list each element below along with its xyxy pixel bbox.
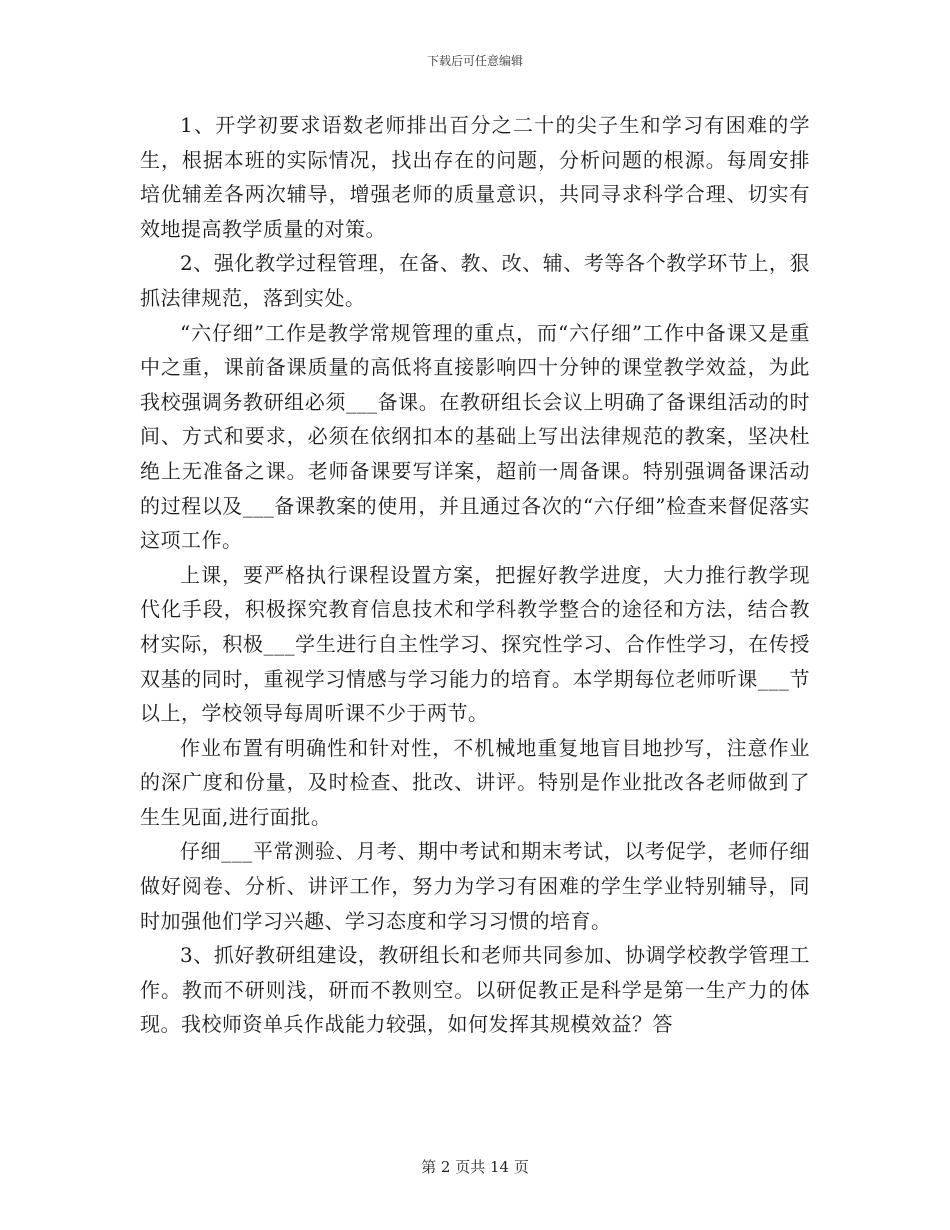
paragraph-3: “六仔细”工作是教学常规管理的重点，而“六仔细”工作中备课又是重中之重，课前备课质量的高低将直接影响四十分钟的课堂教学效益，为此我校强调务教研组必须___备课。在教研组长会议上明确了备课组活动的时间、方式和要求，必须在依纲扣本的基础上写出法律规范的教案，坚决杜绝上无准备之课。老师备课要写详案，超前一周备课。特别强调备课活动的过程以及___备课教案的使用，并且通过各次的“六仔细”检查来督促落实这项工作。	[140, 320, 810, 553]
paragraph-7: 3、抓好教研组建设，教研组长和老师共同参加、协调学校教学管理工作。教而不研则浅，研而不教则空。以研促教正是科学是第一生产力的体现。我校师资单兵作战能力较强，如何发挥其规模效益？答	[140, 943, 810, 1037]
paragraph-5: 作业布置有明确性和针对性，不机械地重复地盲目地抄写，注意作业的深广度和份量，及时检查、批改、讲评。特别是作业批改各老师做到了生生见面,进行面批。	[140, 735, 810, 829]
page-header: 下载后可任意编辑	[426, 54, 523, 68]
page-footer: 第 2 页共 14 页	[421, 1158, 529, 1176]
paragraph-1: 1、开学初要求语数老师排出百分之二十的尖子生和学习有困难的学生，根据本班的实际情况，找出存在的问题，分析问题的根源。每周安排培优辅差各两次辅导，增强老师的质量意识，共同寻求科学合理、切实有效地提高教学质量的对策。	[140, 113, 810, 241]
paragraph-2: 2、强化教学过程管理，在备、教、改、辅、考等各个教学环节上，狠抓法律规范，落到实处。	[140, 251, 810, 310]
paragraph-4: 上课，要严格执行课程设置方案，把握好教学进度，大力推行教学现代化手段，积极探究教育信息技术和学科教学整合的途径和方法，结合教材实际，积极___学生进行自主性学习、探究性学习、合作性学习，在传授双基的同时，重视学习情感与学习能力的培育。本学期每位老师听课___节以上，学校领导每周听课不少于两节。	[140, 562, 810, 726]
document-body	[140, 108, 810, 1042]
paragraph-6: 仔细___平常测验、月考、期中考试和期末考试，以考促学，老师仔细做好阅卷、分析、讲评工作，努力为学习有困难的学生学业特别辅导，同时加强他们学习兴趣、学习态度和学习习惯的培育。	[140, 839, 810, 933]
